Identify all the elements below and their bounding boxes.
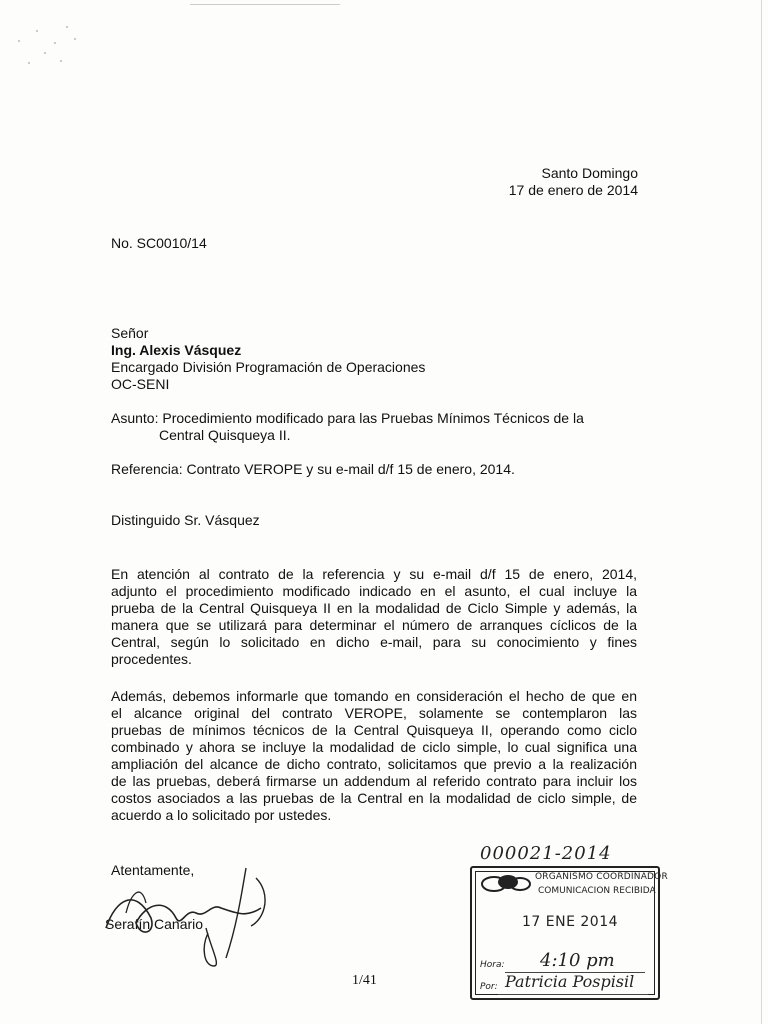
paragraph-line: combinado y ahora se incluye la modalidad de ciclo simple, lo cual significa una	[111, 739, 637, 755]
scan-specks	[14, 22, 94, 82]
paragraph-line: de las pruebas, deberá firmarse un addendum al referido contrato para incluir los	[111, 773, 637, 789]
reference-line: Referencia: Contrato VEROPE y su e-mail d/f 15 de enero, 2014.	[111, 461, 515, 477]
recipient-role: Encargado División Programación de Operaciones	[111, 359, 426, 375]
signer-name: Serafín Canario	[105, 916, 204, 932]
page-number: 1/41	[352, 973, 377, 988]
stamp-hora-label: Hora:	[480, 960, 505, 970]
paragraph-line: el alcance original del contrato VEROPE, solamente se contemplaron las	[111, 705, 637, 721]
paragraph-line: manera que se utilizará para determinar el número de arranques cíclicos de la	[111, 617, 637, 633]
letter-date: 17 de enero de 2014	[508, 182, 638, 198]
paragraph-line: En atención al contrato de la referencia y su e-mail d/f 15 de enero, 2014,	[111, 566, 637, 582]
paragraph-line: pruebas de mínimos técnicos de la Central Quisqueya II, operando como ciclo	[111, 722, 637, 738]
closing: Atentamente,	[111, 862, 195, 878]
stamp-por-value: Patricia Pospisil	[505, 972, 635, 991]
stamp-organization: ORGANISMO COORDINADOR	[535, 872, 668, 882]
subject-line-1: Asunto: Procedimiento modificado para las Pruebas Mínimos Técnicos de la	[111, 410, 584, 426]
letter-place: Santo Domingo	[541, 165, 638, 181]
paragraph-line: Central, según lo solicitado en dicho e-mail, para su conocimiento y fines	[111, 634, 637, 650]
stamp-received-label: COMUNICACION RECIBIDA	[538, 886, 656, 896]
greeting: Distinguido Sr. Vásquez	[111, 512, 260, 528]
stamp-por-line	[498, 994, 648, 995]
stamp-por-label: Por:	[480, 982, 498, 992]
paragraph-line: procedentes.	[111, 651, 192, 667]
handwritten-signature	[96, 858, 276, 968]
recipient-name: Ing. Alexis Vásquez	[111, 342, 242, 358]
paragraph-line: acuerdo a lo solicitado por ustedes.	[111, 807, 332, 823]
body-paragraph-2	[111, 688, 637, 824]
paragraph-line: costos asociados a las pruebas de la Central en la modalidad de ciclo simple, de	[111, 790, 637, 806]
page-edge-line	[761, 0, 762, 1024]
subject-line-2: Central Quisqueya II.	[159, 427, 291, 443]
scan-artifact-line	[190, 4, 340, 5]
stamp-hora-value: 4:10 pm	[540, 950, 615, 971]
organism-logo-icon	[478, 872, 534, 894]
body-paragraph-1	[111, 566, 637, 668]
recipient-organization: OC-SENI	[111, 376, 170, 392]
recipient-title: Señor	[111, 325, 149, 341]
stamp-handwritten-number: 000021-2014	[480, 843, 612, 864]
paragraph-line: prueba de la Central Quisqueya II en la modalidad de Ciclo Simple y además, la	[111, 600, 637, 616]
paragraph-line: Además, debemos informarle que tomando en consideración el hecho de que en	[111, 688, 637, 704]
letter-reference-number: No. SC0010/14	[111, 235, 207, 251]
stamp-date: 17 ENE 2014	[522, 914, 619, 930]
paragraph-line: adjunto el procedimiento modificado indicado en el asunto, el cual incluye la	[111, 583, 637, 599]
paragraph-line: ampliación del alcance de dicho contrato, solicitamos que previo a la realización	[111, 756, 637, 772]
